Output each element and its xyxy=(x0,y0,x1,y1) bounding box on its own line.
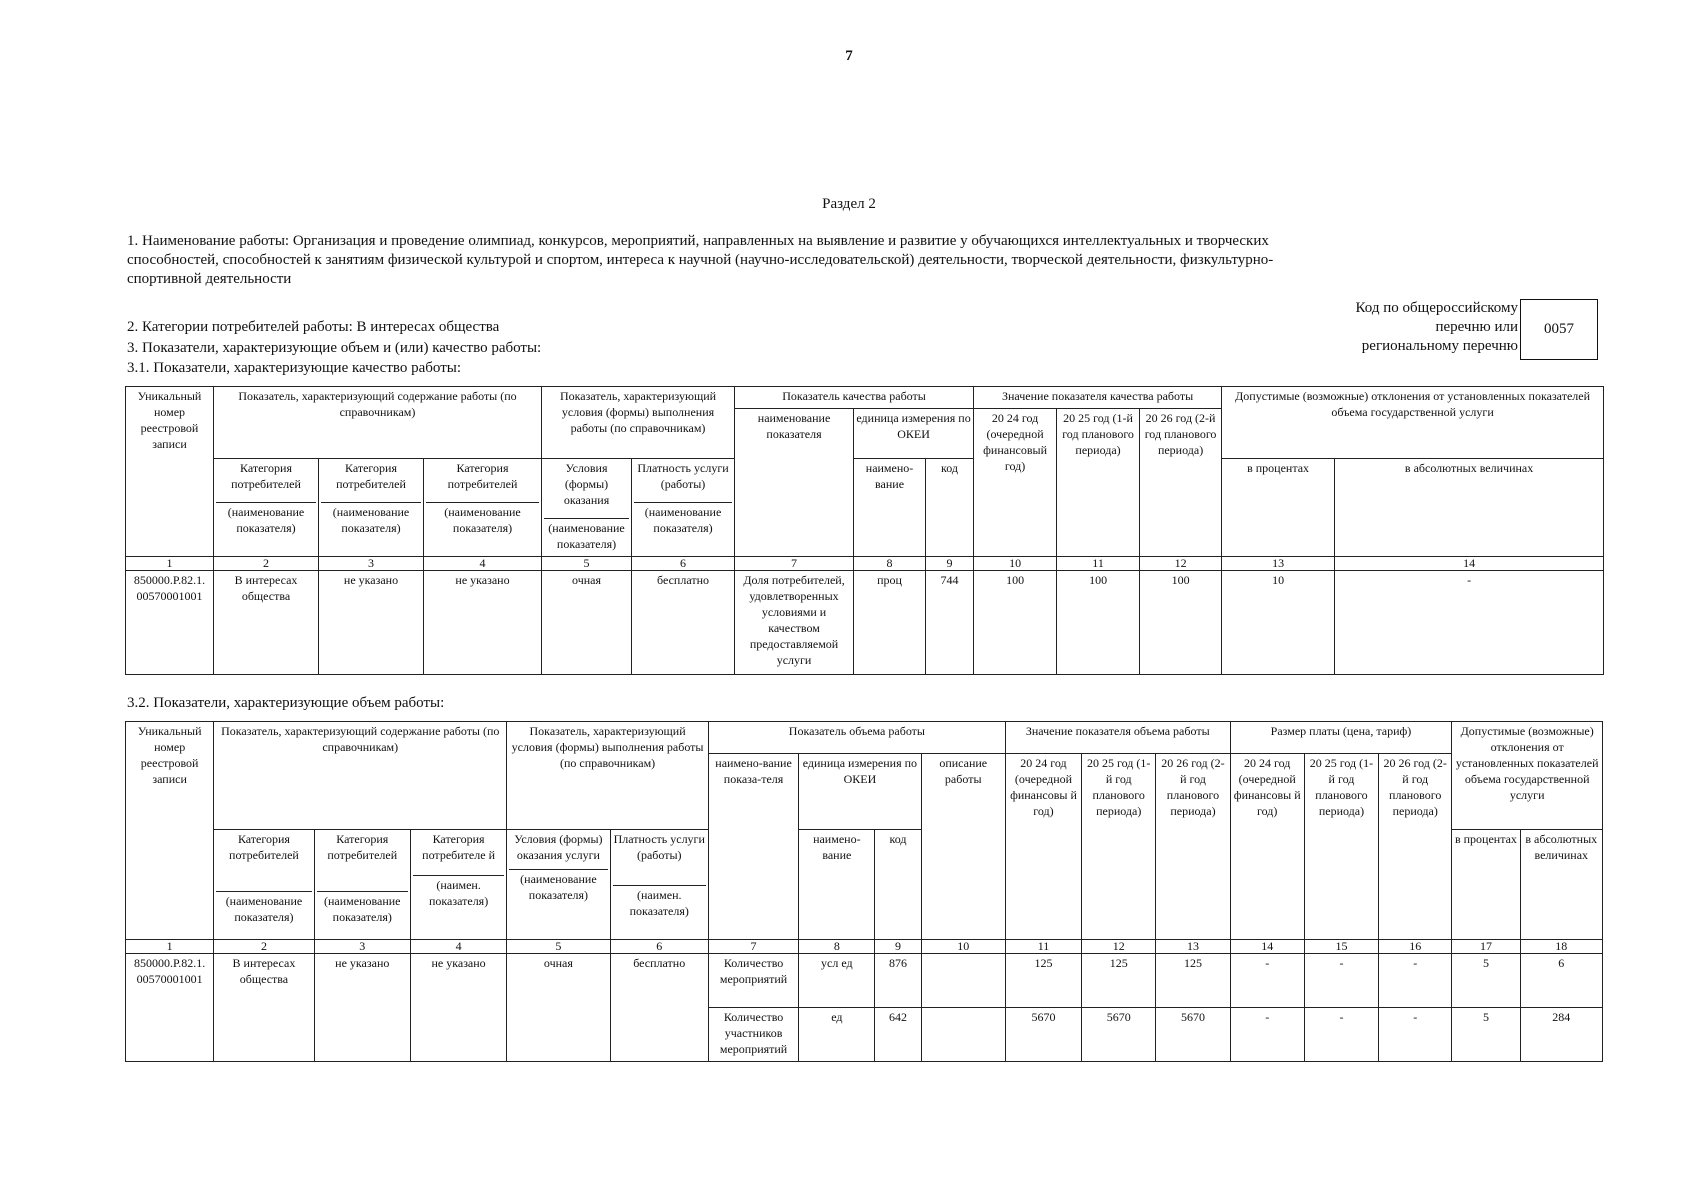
v-num-4: 4 xyxy=(410,940,506,954)
v-category-2: не указано xyxy=(314,954,410,1062)
q-h-cat-1 xyxy=(214,459,319,557)
v-h-cat-3-sub: (наимен. показателя) xyxy=(413,875,504,909)
v-row2-value-2024: 5670 xyxy=(1005,1008,1081,1062)
q-h-cat-2 xyxy=(319,459,424,557)
q-h-unique: Уникальный номер реестровой записи xyxy=(126,387,214,557)
v-num-5: 5 xyxy=(507,940,610,954)
v-h-percent: в процентах xyxy=(1452,830,1520,940)
q-h-unit-name: наимено-вание xyxy=(854,459,926,557)
v-h-year-3: 20 26 год (2-й год планового периода) xyxy=(1156,754,1230,940)
q-unique-number: 850000.Р.82.1. 00570001001 xyxy=(126,571,214,675)
v-num-6: 6 xyxy=(610,940,708,954)
v-num-13: 13 xyxy=(1156,940,1230,954)
v-row1-price-2026: - xyxy=(1379,954,1452,1008)
v-num-12: 12 xyxy=(1082,940,1156,954)
v-h-price-year-1: 20 24 год (очередной финансовы й год) xyxy=(1230,754,1304,940)
v-row1-price-2024: - xyxy=(1230,954,1304,1008)
v-row1-value-2026: 125 xyxy=(1156,954,1230,1008)
page-number: 7 xyxy=(845,48,853,64)
v-num-10: 10 xyxy=(921,940,1005,954)
v-row1-unit-name: усл ед xyxy=(799,954,875,1008)
q-h-cat-1-sub: (наименование показателя) xyxy=(216,502,316,536)
q-h-year-1: 20 24 год (очередной финансовый год) xyxy=(974,409,1057,557)
v-category-3: не указано xyxy=(410,954,506,1062)
q-payment: бесплатно xyxy=(632,571,735,675)
v-h-deviation: Допустимые (возможные) отклонения от установленных показателей объема государственной услуги xyxy=(1452,722,1603,830)
q-num-14: 14 xyxy=(1335,557,1604,571)
q-h-cond-label: Условия (формы) оказания xyxy=(563,461,610,507)
v-h-unit-name: наимено-вание xyxy=(799,830,875,940)
v-row2-unit-name: ед xyxy=(799,1008,875,1062)
v-unique-number: 850000.Р.82.1. 00570001001 xyxy=(126,954,214,1062)
v-num-1: 1 xyxy=(126,940,214,954)
v-row2-deviation-percent: 5 xyxy=(1452,1008,1520,1062)
q-num-1: 1 xyxy=(126,557,214,571)
q-h-unit-code: код xyxy=(926,459,974,557)
v-row1-deviation-percent: 5 xyxy=(1452,954,1520,1008)
v-row2-indicator: Количество участников мероприятий xyxy=(708,1008,798,1062)
q-h-cat-1-label: Категория потребителей xyxy=(231,461,301,491)
q-h-pay-sub: (наименование показателя) xyxy=(634,502,732,536)
q-deviation-percent: 10 xyxy=(1222,571,1335,675)
v-row2-unit-code: 642 xyxy=(875,1008,921,1062)
volume-table xyxy=(125,721,1603,1062)
q-unit-name: проц xyxy=(854,571,926,675)
v-row1-deviation-abs: 6 xyxy=(1520,954,1602,1008)
code-label xyxy=(1318,299,1518,356)
v-row2-price-2024: - xyxy=(1230,1008,1304,1062)
v-row2-value-2025: 5670 xyxy=(1082,1008,1156,1062)
q-num-9: 9 xyxy=(926,557,974,571)
q-num-7: 7 xyxy=(735,557,854,571)
q-num-10: 10 xyxy=(974,557,1057,571)
v-num-15: 15 xyxy=(1304,940,1378,954)
v-num-14: 14 xyxy=(1230,940,1304,954)
v-num-16: 16 xyxy=(1379,940,1452,954)
v-h-year-1: 20 24 год (очередной финансовы й год) xyxy=(1005,754,1081,940)
code-label-line-2: перечню или xyxy=(1435,319,1518,335)
q-num-5: 5 xyxy=(542,557,632,571)
q-data-row xyxy=(126,571,1604,675)
v-h-price: Размер платы (цена, тариф) xyxy=(1230,722,1452,754)
q-num-12: 12 xyxy=(1140,557,1222,571)
v-num-8: 8 xyxy=(799,940,875,954)
q-h-deviation: Допустимые (возможные) отклонения от установленных показателей объема государственной услуги xyxy=(1222,387,1604,459)
v-row1-value-2024: 125 xyxy=(1005,954,1081,1008)
q-num-13: 13 xyxy=(1222,557,1335,571)
q-unit-code: 744 xyxy=(926,571,974,675)
v-h-unique: Уникальный номер реестровой записи xyxy=(126,722,214,940)
v-h-year-2: 20 25 год (1-й год планового периода) xyxy=(1082,754,1156,940)
v-num-2: 2 xyxy=(214,940,314,954)
v-row2-price-2026: - xyxy=(1379,1008,1452,1062)
v-h-ind-name: наимено-вание показа-теля xyxy=(708,754,798,940)
v-num-9: 9 xyxy=(875,940,921,954)
work-name: 1. Наименование работы: Организация и проведение олимпиад, конкурсов, мероприятий, направленных на выявление и развитие у обучающихся интеллектуальных и творческих способностей, способностей к занятиям физической культурой и спортом, интереса к научной (научно-исследовательской) деятельности, творческой деятельности, физкультурно-спортивной деятельности xyxy=(127,233,1274,287)
v-num-18: 18 xyxy=(1520,940,1602,954)
q-h-quality: Показатель качества работы xyxy=(735,387,974,409)
q-h-cat-2-label: Категория потребителей xyxy=(336,461,406,491)
q-value-2025: 100 xyxy=(1057,571,1140,675)
q-h-unit: единица измерения по ОКЕИ xyxy=(854,409,974,459)
v-h-cond-label: Условия (формы) оказания услуги xyxy=(514,832,603,862)
v-payment: бесплатно xyxy=(610,954,708,1062)
code-label-line-1: Код по общероссийскому xyxy=(1355,300,1518,316)
q-h-conditions: Показатель, характеризующий условия (формы) выполнения работы (по справочникам) xyxy=(542,387,735,459)
q-h-cond xyxy=(542,459,632,557)
v-h-cat-1-sub: (наименование показателя) xyxy=(216,891,311,925)
v-h-cat-3 xyxy=(410,830,506,940)
v-num-7: 7 xyxy=(708,940,798,954)
q-num-8: 8 xyxy=(854,557,926,571)
v-row2-value-2026: 5670 xyxy=(1156,1008,1230,1062)
q-indicator-name: Доля потребителей, удовлетворенных условиями и качеством предоставляемой услуги xyxy=(735,571,854,675)
v-row1-value-2025: 125 xyxy=(1082,954,1156,1008)
q-h-year-3: 20 26 год (2-й год планового периода) xyxy=(1140,409,1222,557)
v-h-cat-2 xyxy=(314,830,410,940)
q-category-1: В интересах общества xyxy=(214,571,319,675)
q-h-year-2: 20 25 год (1-й год планового периода) xyxy=(1057,409,1140,557)
quality-table xyxy=(125,386,1604,675)
q-num-3: 3 xyxy=(319,557,424,571)
q-h-pay-label: Платность услуги (работы) xyxy=(637,461,729,491)
q-num-2: 2 xyxy=(214,557,319,571)
code-label-line-3: региональному перечню xyxy=(1361,338,1518,354)
v-row2-description xyxy=(921,1008,1005,1062)
q-deviation-abs: - xyxy=(1335,571,1604,675)
q-h-cat-3 xyxy=(424,459,542,557)
v-h-unit-code: код xyxy=(875,830,921,940)
indicators-title: 3. Показатели, характеризующие объем и (или) качество работы: xyxy=(127,340,542,356)
v-row2-deviation-abs: 284 xyxy=(1520,1008,1602,1062)
v-h-volume: Показатель объема работы xyxy=(708,722,1005,754)
v-row1-unit-code: 876 xyxy=(875,954,921,1008)
v-h-unit: единица измерения по ОКЕИ xyxy=(799,754,921,830)
q-category-2: не указано xyxy=(319,571,424,675)
v-h-cat-1 xyxy=(214,830,314,940)
v-h-cat-3-label: Категория потребителе й xyxy=(422,832,495,862)
v-h-content: Показатель, характеризующий содержание работы (по справочникам) xyxy=(214,722,507,830)
code-box: 0057 xyxy=(1520,299,1598,360)
section-title: Раздел 2 xyxy=(822,196,876,212)
v-h-cat-2-label: Категория потребителей xyxy=(327,832,398,862)
v-h-value: Значение показателя объема работы xyxy=(1005,722,1230,754)
v-h-cat-1-label: Категория потребителей xyxy=(229,832,299,862)
q-h-abs: в абсолютных величинах xyxy=(1335,459,1604,557)
v-category-1: В интересах общества xyxy=(214,954,314,1062)
q-h-percent: в процентах xyxy=(1222,459,1335,557)
v-h-desc: описание работы xyxy=(921,754,1005,940)
v-h-price-year-3: 20 26 год (2-й год планового периода) xyxy=(1379,754,1452,940)
v-h-cat-2-sub: (наименование показателя) xyxy=(317,891,408,925)
v-h-pay-sub: (наимен. показателя) xyxy=(613,885,706,919)
q-h-value: Значение показателя качества работы xyxy=(974,387,1222,409)
q-value-2026: 100 xyxy=(1140,571,1222,675)
q-h-cond-sub: (наименование показателя) xyxy=(544,518,629,552)
q-h-cat-2-sub: (наименование показателя) xyxy=(321,502,421,536)
q-value-2024: 100 xyxy=(974,571,1057,675)
v-number-row xyxy=(126,940,1603,954)
v-h-pay-label: Платность услуги (работы) xyxy=(613,832,705,862)
v-h-cond-sub: (наименование показателя) xyxy=(509,869,607,903)
q-h-cat-3-sub: (наименование показателя) xyxy=(426,502,539,536)
q-condition: очная xyxy=(542,571,632,675)
v-h-cond xyxy=(507,830,610,940)
v-h-pay xyxy=(610,830,708,940)
q-h-cat-3-label: Категория потребителей xyxy=(447,461,518,491)
volume-title: 3.2. Показатели, характеризующие объем работы: xyxy=(127,695,445,711)
v-condition: очная xyxy=(507,954,610,1062)
v-num-17: 17 xyxy=(1452,940,1520,954)
q-category-3: не указано xyxy=(424,571,542,675)
q-num-4: 4 xyxy=(424,557,542,571)
consumer-category: 2. Категории потребителей работы: В интересах общества xyxy=(127,319,500,335)
v-row1-description xyxy=(921,954,1005,1008)
q-h-content: Показатель, характеризующий содержание работы (по справочникам) xyxy=(214,387,542,459)
v-row2-price-2025: - xyxy=(1304,1008,1378,1062)
v-h-price-year-2: 20 25 год (1-й год планового периода) xyxy=(1304,754,1378,940)
v-num-11: 11 xyxy=(1005,940,1081,954)
v-data-row-1 xyxy=(126,954,1603,1008)
v-row1-price-2025: - xyxy=(1304,954,1378,1008)
q-num-11: 11 xyxy=(1057,557,1140,571)
quality-title: 3.1. Показатели, характеризующие качество работы: xyxy=(127,360,461,376)
v-h-conditions: Показатель, характеризующий условия (формы) выполнения работы (по справочникам) xyxy=(507,722,709,830)
q-num-6: 6 xyxy=(632,557,735,571)
v-h-abs: в абсолютных величинах xyxy=(1520,830,1602,940)
q-number-row xyxy=(126,557,1604,571)
q-h-ind-name: наименование показателя xyxy=(735,409,854,557)
v-row1-indicator: Количество мероприятий xyxy=(708,954,798,1008)
v-num-3: 3 xyxy=(314,940,410,954)
q-h-pay xyxy=(632,459,735,557)
